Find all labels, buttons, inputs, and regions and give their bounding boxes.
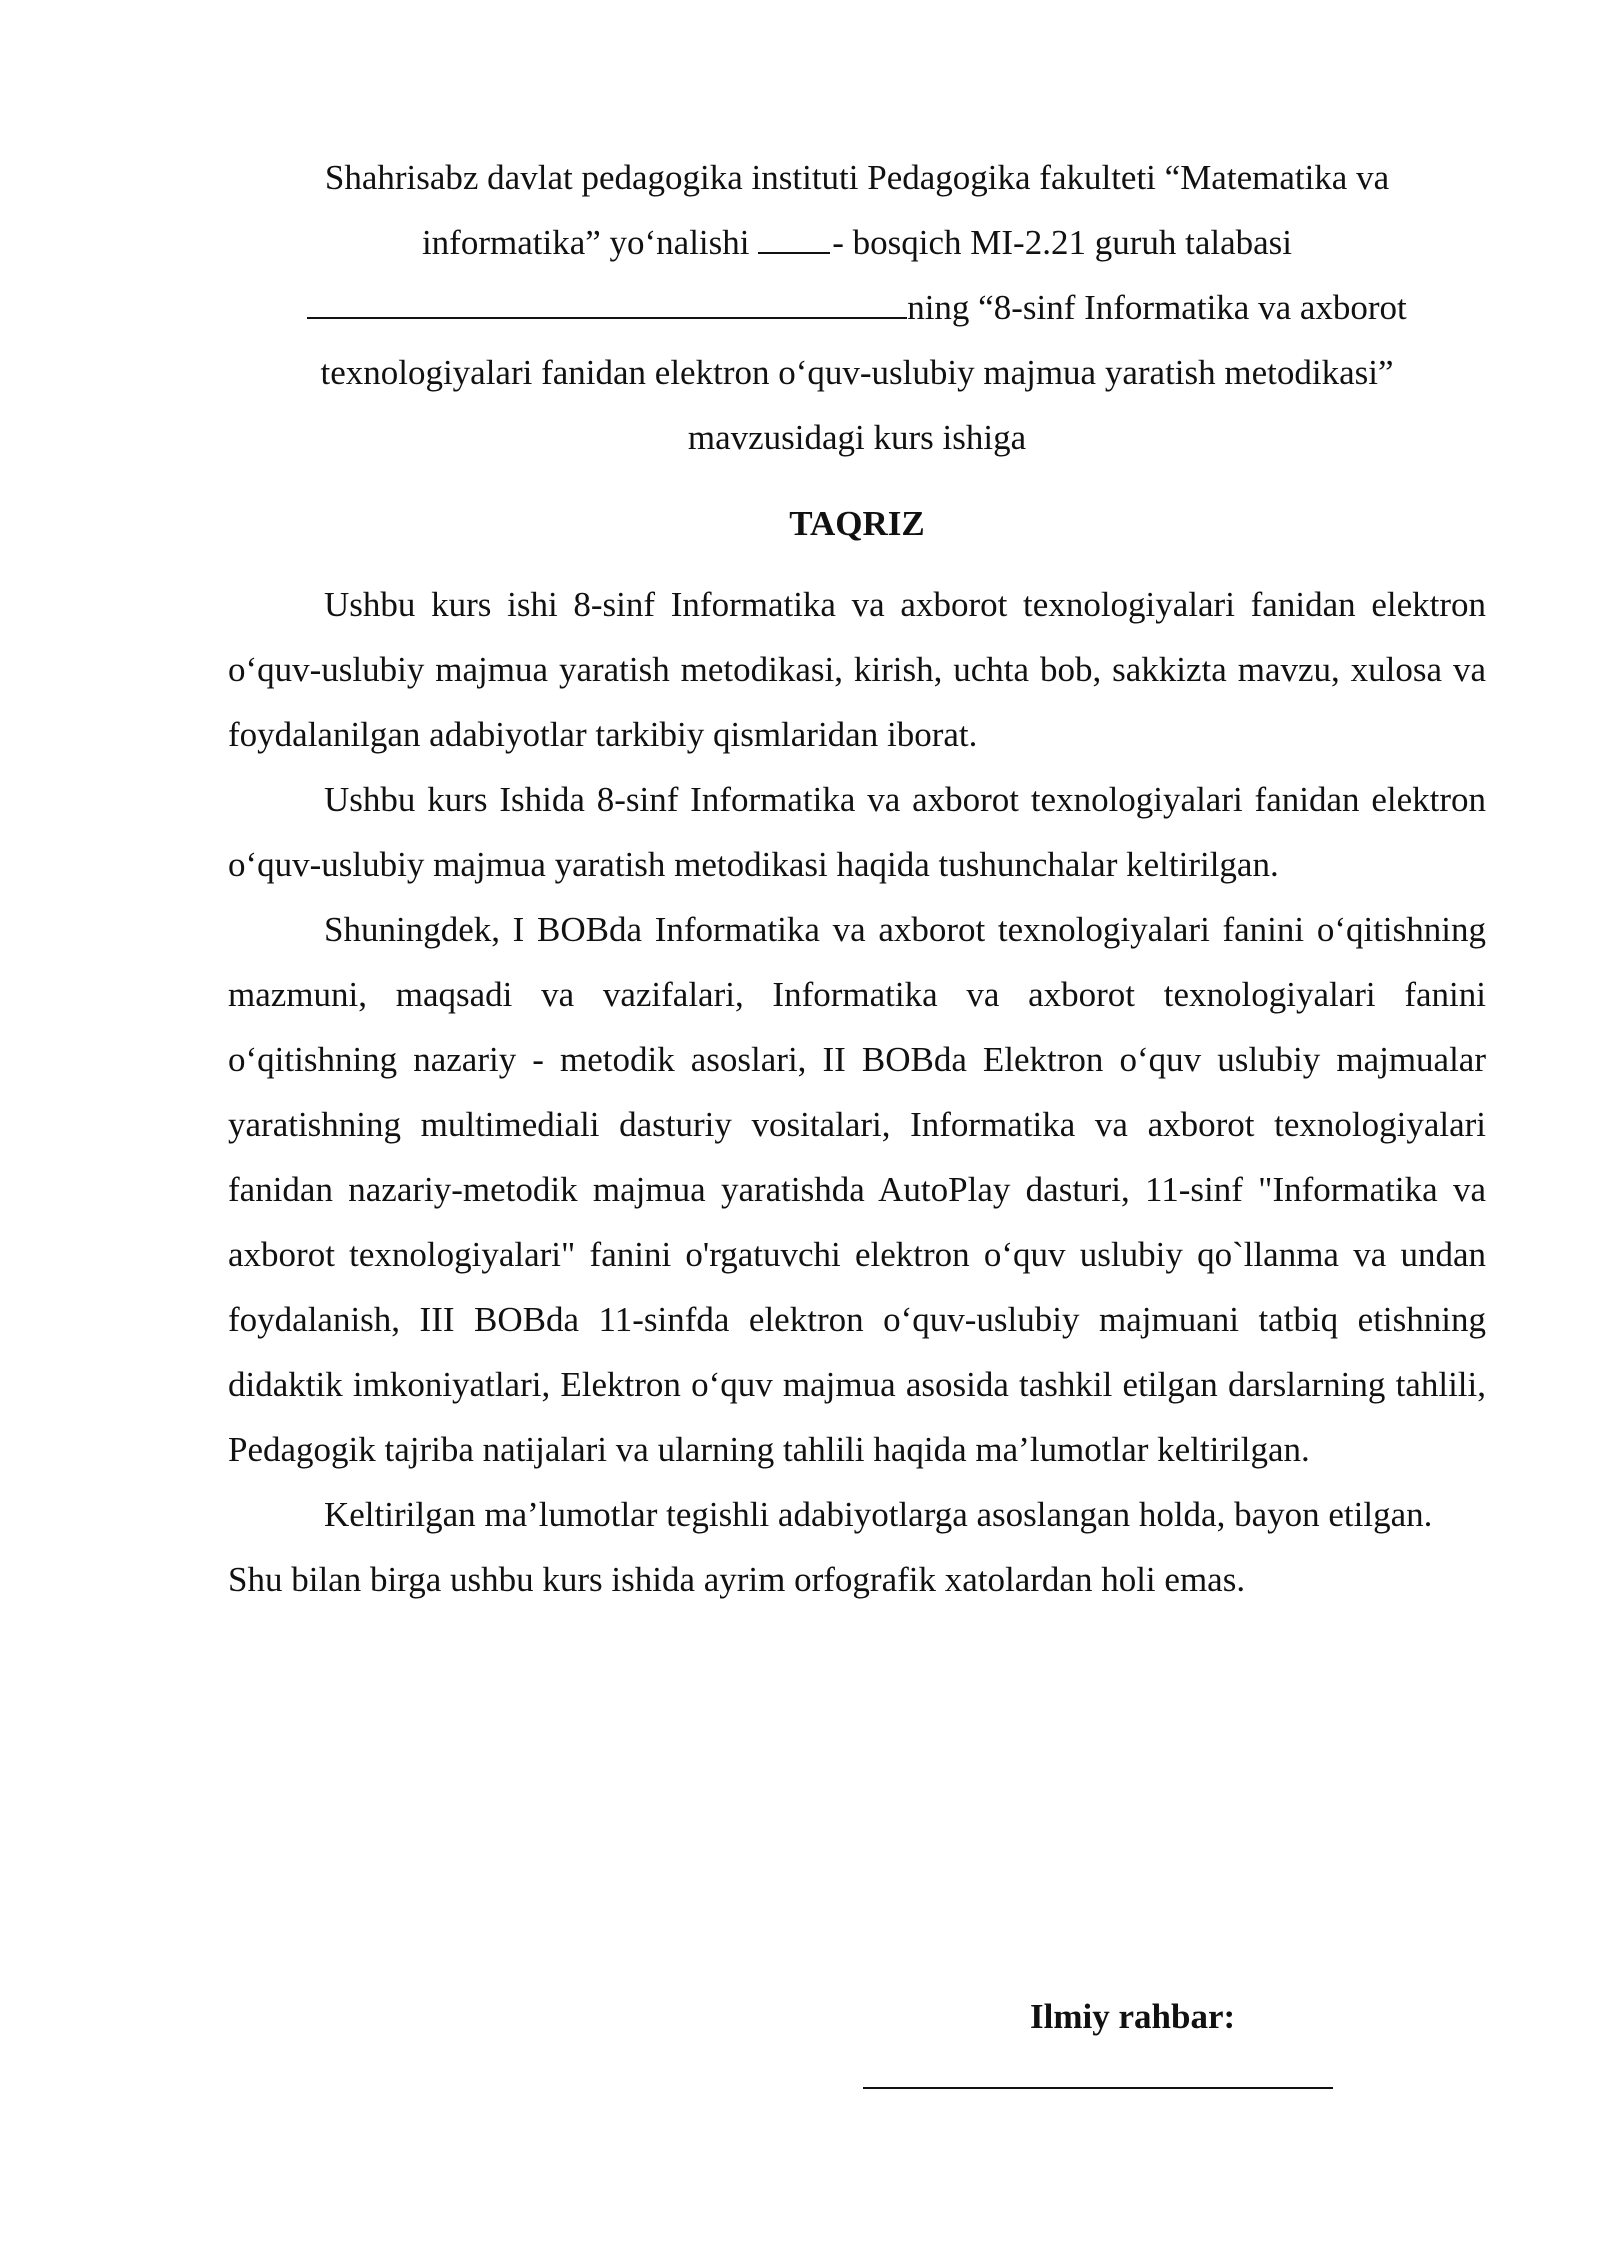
header-line-2-end: - bosqich MI-2.21 guruh talabasi: [832, 223, 1293, 262]
header-line-2: [228, 210, 1486, 275]
document-page: [228, 145, 1486, 1612]
body-paragraph: Ushbu kurs Ishida 8-sinf Informatika va axborot texnologiyalari fanidan elektron o‘quv-uslubiy majmua yaratish metodikasi haqida tushunchalar keltirilgan.: [228, 780, 1486, 884]
signature-label: Ilmiy rahbar:: [1030, 1997, 1236, 2036]
header-line-4: texnologiyalari fanidan elektron o‘quv-uslubiy majmua yaratish metodikasi”: [320, 353, 1394, 392]
header-line-1: Shahrisabz davlat pedagogika instituti Pedagogika fakulteti “Matematika va: [324, 158, 1390, 197]
document-header: [228, 145, 1486, 470]
header-line-3-end: ning “8-sinf Informatika va axborot: [907, 288, 1407, 327]
header-line-5: mavzusidagi kurs ishiga: [687, 418, 1027, 457]
body-paragraph: Shuningdek, I BOBda Informatika va axborot texnologiyalari fanini o‘qitishning mazmuni, maqsadi va vazifalari, Informatika va axborot texnologiyalari fanini o‘qitishning nazariy - metodik asoslari, II BOBda Elektron o‘quv uslubiy majmualar yaratishning multimediali dasturiy vositalari, Informatika va axborot texnologiyalari fanidan nazariy-metodik majmua yaratishda AutoPlay dasturi, 11-sinf "Informatika va axborot texnologiyalari" fanini o'rgatuvchi elektron o‘quv uslubiy qo`llanma va undan foydalanish, III BOBda 11-sinfda elektron o‘quv-uslubiy majmuani tatbiq etishning didaktik imkoniyatlari, Elektron o‘quv majmua asosida tashkil etilgan darslarning tahlili, Pedagogik tajriba natijalari va ularning tahlili haqida ma’lumotlar keltirilgan.: [228, 910, 1486, 1469]
document-body: [228, 572, 1486, 1612]
course-blank: [758, 222, 830, 254]
header-line-2-start: informatika” yo‘nalishi: [421, 223, 759, 262]
body-paragraph: Ushbu kurs ishi 8-sinf Informatika va axborot texnologiyalari fanidan elektron o‘quv-uslubiy majmua yaratish metodikasi, kirish, uchta bob, sakkizta mavzu, xulosa va foydalanilgan adabiyotlar tarkibiy qismlaridan iborat.: [228, 585, 1486, 754]
header-line-3: [228, 275, 1486, 340]
body-paragraph: Keltirilgan ma’lumotlar tegishli adabiyotlarga asoslangan holda, bayon etilgan. Shu bilan birga ushbu kurs ishida ayrim orfografik xatolardan holi emas.: [228, 1495, 1433, 1599]
signature-line: [863, 2087, 1333, 2089]
student-name-blank: [307, 287, 907, 319]
document-title: TAQRIZ: [789, 504, 925, 543]
